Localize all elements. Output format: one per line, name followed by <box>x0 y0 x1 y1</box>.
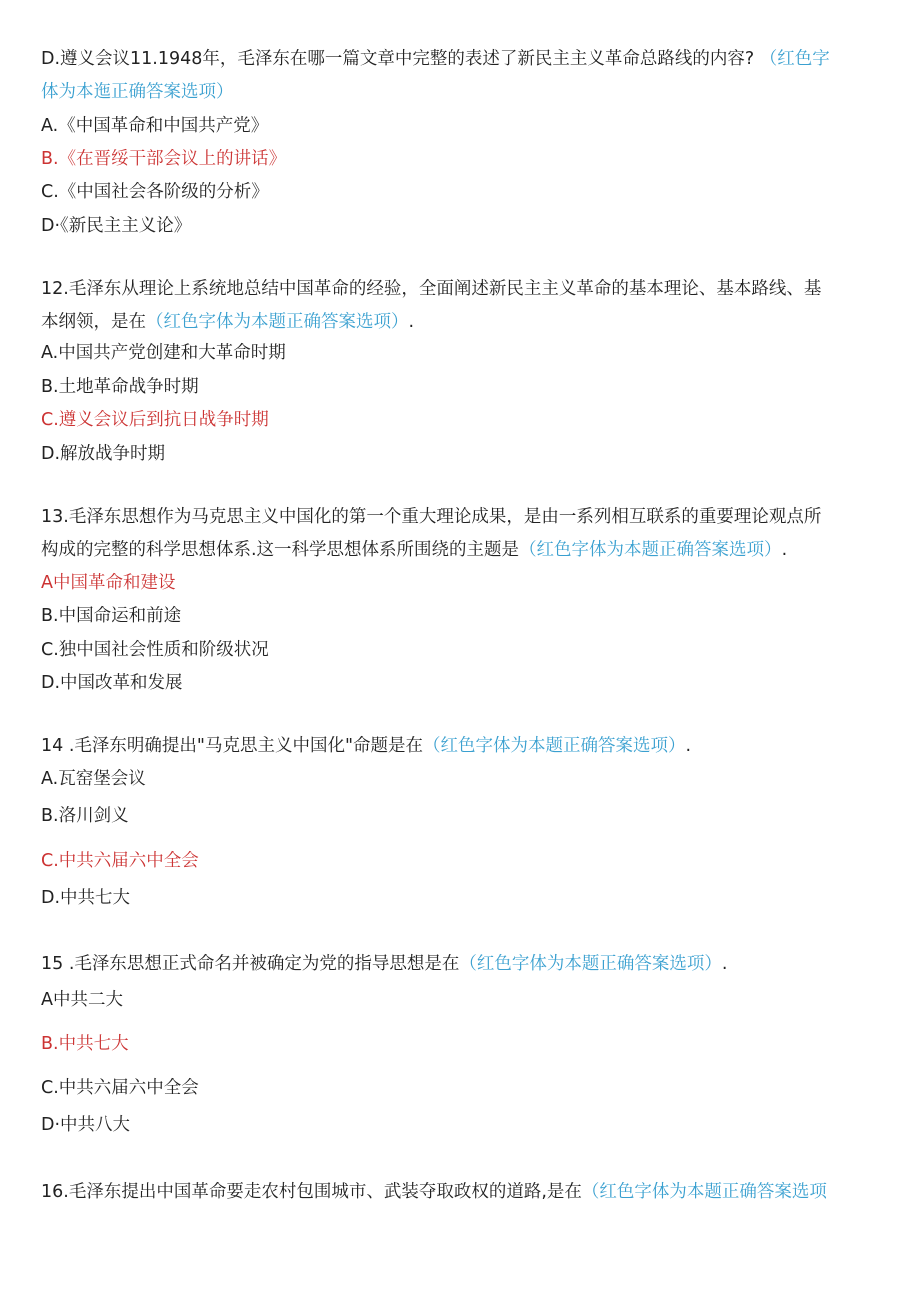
q14-option-d: D.中共七大 <box>41 888 131 908</box>
q12-option-c-correct: C.遵义会议后到抗日战争时期 <box>41 410 269 430</box>
q15-option-b-correct: B.中共七大 <box>41 1034 129 1054</box>
q12-tail: . <box>408 312 415 332</box>
q11-line-2: 体为本迤正确答案选项） <box>41 82 234 102</box>
q15-option-a: A中共二大 <box>41 990 123 1010</box>
q13-answer-note: （红色字体为本题正确答案选项） <box>519 540 782 560</box>
q13-option-b: B.中国命运和前途 <box>41 606 182 626</box>
q16-answer-note: （红色字体为本题正确答案选项 <box>581 1182 827 1202</box>
q12-option-a: A.中国共产党创建和大革命时期 <box>41 343 286 363</box>
q11-option-b-correct: B.《在晋绥干部会议上的讲话》 <box>41 149 287 169</box>
q11-option-c: C.《中国社会各阶级的分析》 <box>41 182 269 202</box>
q12-option-d: D.解放战争时期 <box>41 444 166 464</box>
q13-option-c: C.独中国社会性质和阶级状况 <box>41 640 269 660</box>
q13-option-a-correct: A中国革命和建设 <box>41 573 176 593</box>
q12-question-text: 本纲领，是在 <box>41 312 146 332</box>
q12-option-b: B.土地革命战争时期 <box>41 377 199 397</box>
q13-question-text: 构成的完整的科学思想体系.这一科学思想体系所围绕的主题是 <box>41 540 520 560</box>
q14-tail: . <box>685 736 692 756</box>
q15-question-text: 15 .毛泽东思想正式命名并被确定为党的指导思想是在 <box>41 954 460 974</box>
q14-question-text: 14 .毛泽东明确提出"马克思主义中国化"命题是在 <box>41 736 423 756</box>
q11-answer-note: （红色字 <box>759 49 830 69</box>
q13-option-d: D.中国改革和发展 <box>41 673 183 693</box>
q15-line <box>41 952 727 976</box>
q14-option-b: B.洛川剑义 <box>41 806 129 826</box>
q16-line <box>41 1180 827 1204</box>
q14-option-a: A.瓦窑堡会议 <box>41 769 146 789</box>
q13-tail: . <box>781 540 788 560</box>
q15-option-c: C.中共六届六中全会 <box>41 1078 199 1098</box>
q12-line-1: 12.毛泽东从理论上系统地总结中国革命的经验，全面阐述新民主主义革命的基本理论、基本路线、基 <box>41 279 822 299</box>
q15-tail: . <box>721 954 728 974</box>
q16-question-text: 16.毛泽东提出中国革命要走农村包围城市、武装夺取政权的道路,是在 <box>41 1182 582 1202</box>
q13-line-1: 13.毛泽东思想作为马克思主义中国化的第一个重大理论成果，是由一系列相互联系的重要理论观点所 <box>41 507 822 527</box>
q11-question-text: D.遵义会议11.1948年，毛泽东在哪一篇文章中完整的表述了新民主主义革命总路线的内容? <box>41 49 755 69</box>
q11-line-1 <box>41 47 830 71</box>
q13-line-2 <box>41 538 787 562</box>
q15-answer-note: （红色字体为本题正确答案选项） <box>459 954 722 974</box>
q11-option-a: A.《中国革命和中国共产党》 <box>41 116 269 136</box>
q15-option-d: D·中共八大 <box>41 1115 131 1135</box>
q14-option-c-correct: C.中共六届六中全会 <box>41 851 199 871</box>
q12-line-2 <box>41 310 414 334</box>
q14-line <box>41 734 691 758</box>
q11-option-d: D·《新民主主义论》 <box>41 216 192 236</box>
q12-answer-note: （红色字体为本题正确答案选项） <box>146 312 409 332</box>
q14-answer-note: （红色字体为本题正确答案选项） <box>423 736 686 756</box>
